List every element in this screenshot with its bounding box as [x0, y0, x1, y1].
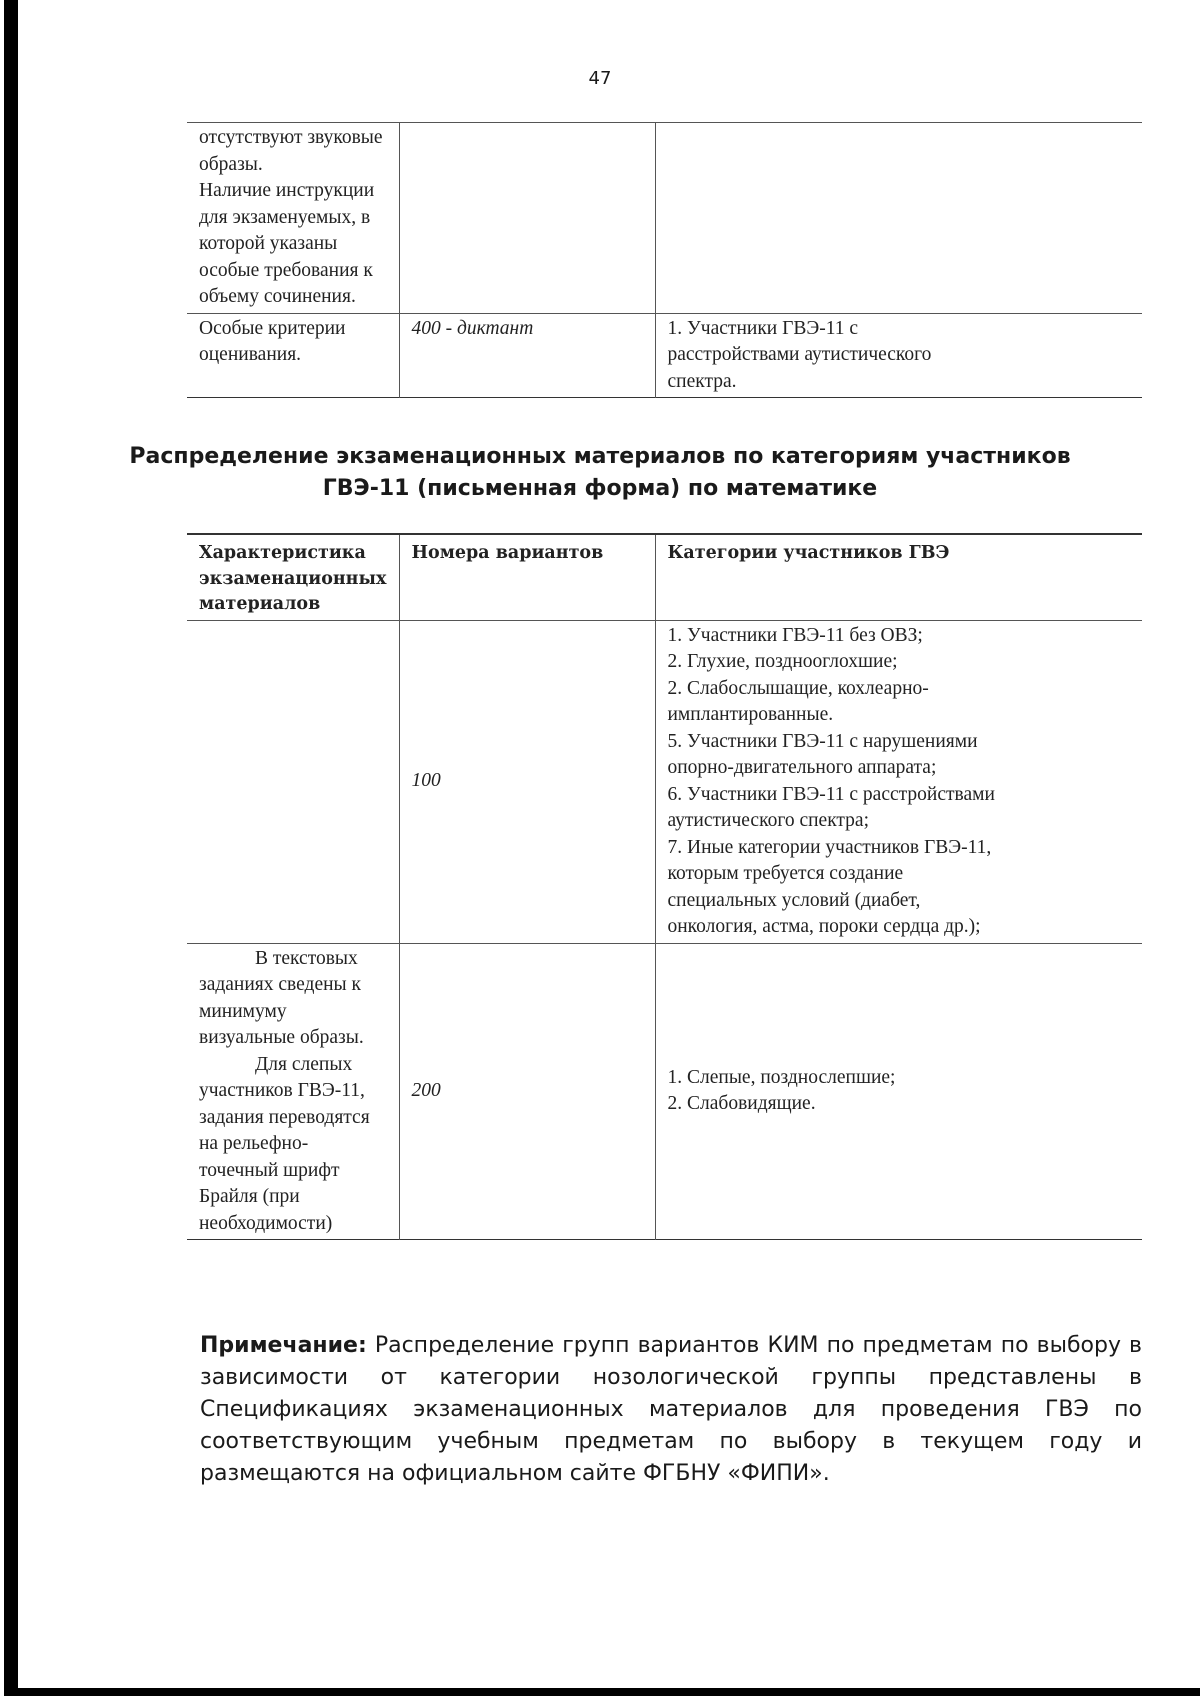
table-row	[187, 313, 1142, 398]
cell-line: Брайля (при	[199, 1186, 300, 1207]
cell-line: необходимости)	[199, 1212, 333, 1234]
cell-line: опорно-двигательного аппарата;	[667, 757, 937, 778]
section-title-line: ГВЭ-11 (письменная форма) по математике	[322, 476, 878, 501]
cell-line: 6. Участники ГВЭ-11 с расстройствами	[667, 783, 995, 805]
cell-line: которым требуется создание	[667, 863, 904, 884]
cell-line: имплантированные.	[667, 704, 834, 725]
variant-number: 200	[399, 943, 655, 1240]
cell-line: объему сочинения.	[199, 286, 356, 307]
distribution-table	[187, 533, 1142, 1240]
table-cell	[655, 620, 1142, 943]
cell-line: расстройствами аутистического	[667, 344, 932, 365]
header-categories: Категории участников ГВЭ	[655, 534, 1142, 620]
note-label: Примечание:	[200, 1333, 367, 1358]
table-cell	[187, 313, 399, 398]
table-row	[187, 943, 1142, 1240]
header-characteristics	[187, 534, 399, 620]
cell-line: образы.	[199, 153, 263, 175]
table-row	[187, 123, 1142, 314]
cell-line: 1. Участники ГВЭ-11 с	[667, 317, 859, 339]
variant-number: 400 - диктант	[399, 313, 655, 398]
cell-line: которой указаны	[199, 233, 338, 254]
table-cell	[187, 620, 399, 943]
cell-line: особые требования к	[199, 259, 373, 281]
cell-line: 2. Глухие, позднооглохшие;	[667, 651, 898, 672]
cell-line: спектра.	[667, 370, 737, 392]
cell-line: задания переводятся	[199, 1106, 370, 1128]
cell-line: на рельефно-	[199, 1133, 309, 1154]
header-line: экзаменационных	[199, 568, 387, 589]
table-cell	[187, 943, 399, 1240]
table-cell	[399, 123, 655, 314]
table-cell	[655, 943, 1142, 1240]
cell-line: 1. Участники ГВЭ-11 без ОВЗ;	[667, 624, 923, 646]
table-cell	[655, 123, 1142, 314]
header-variants: Номера вариантов	[399, 534, 655, 620]
table-cell	[655, 313, 1142, 398]
cell-line: аутистического спектра;	[667, 810, 870, 831]
page-number: 47	[588, 68, 612, 89]
cell-line: 2. Слабослышащие, кохлеарно-	[667, 677, 929, 699]
cell-line: специальных условий (диабет,	[667, 889, 921, 911]
note-text: Распределение групп вариантов КИМ по предметам по выбору в зависимости от категории нозологической группы представлены в Спецификациях экзаменационных материалов для проведения ГВЭ по соответствующим учебным предметам по выбору в текущем году и размещаются на официальном сайте ФГБНУ «ФИПИ».	[200, 1333, 1142, 1486]
table-cell	[187, 123, 399, 314]
cell-line: точечный шрифт	[199, 1159, 340, 1181]
cell-line: участников ГВЭ-11,	[199, 1080, 365, 1101]
cell-line: 2. Слабовидящие.	[667, 1093, 816, 1115]
cell-line: 5. Участники ГВЭ-11 с нарушениями	[667, 730, 978, 752]
cell-line: визуальные образы.	[199, 1027, 364, 1048]
cell-line: отсутствуют звуковые	[199, 127, 383, 148]
scan-border-left	[4, 0, 18, 1696]
cell-line: Особые критерии	[199, 317, 346, 339]
header-line: Характеристика	[199, 543, 366, 563]
cell-line: онкология, астма, пороки сердца др.);	[667, 916, 981, 937]
section-title-line: Распределение экзаменационных материалов по категориям участников	[129, 444, 1071, 469]
cell-line: 1. Слепые, позднослепшие;	[667, 1066, 896, 1088]
cell-line: Для слепых	[255, 1053, 353, 1075]
cell-line: Наличие инструкции	[199, 180, 375, 201]
cell-line: оценивания.	[199, 344, 302, 365]
scan-border-bottom	[4, 1688, 1200, 1696]
continued-table	[187, 122, 1142, 398]
cell-line: 7. Иные категории участников ГВЭ-11,	[667, 836, 992, 858]
header-line: материалов	[199, 594, 321, 614]
variant-number: 100	[399, 620, 655, 943]
table-row	[187, 620, 1142, 943]
note-paragraph	[200, 1330, 1142, 1490]
cell-line: минимуму	[199, 1000, 287, 1022]
cell-line: для экзаменуемых, в	[199, 206, 371, 228]
cell-line: В текстовых	[255, 947, 358, 969]
cell-line: заданиях сведены к	[199, 974, 362, 995]
section-title	[0, 441, 1200, 505]
table-header-row	[187, 534, 1142, 620]
